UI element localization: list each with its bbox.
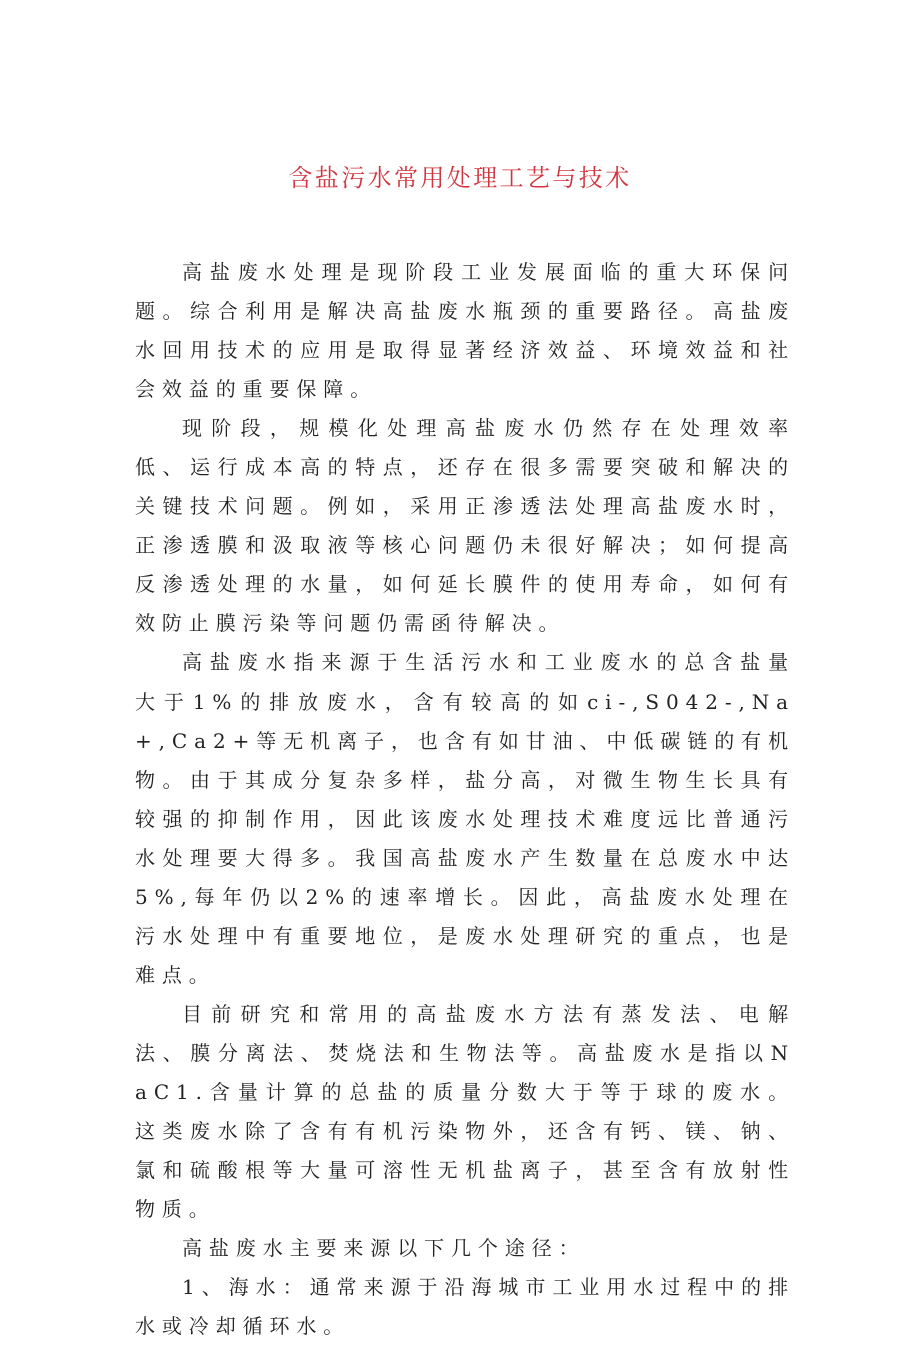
paragraph-definition: 高盐废水指来源于生活污水和工业废水的总含盐量大于1%的排放废水，含有较高的如ci-,S042-,Na+,Ca2+等无机离子，也含有如甘油、中低碳链的有机物。由于其成分复杂多样，盐分高，对微生物生长具有较强的抑制作用，因此该废水处理技术难度远比普通污水处理要大得多。我国高盐废水产生数量在总废水中达5%,每年仍以2%的速率增长。因此，高盐废水处理在污水处理中有重要地位，是废水处理研究的重点，也是难点。 (135, 650, 795, 987)
document-body (135, 253, 795, 1346)
paragraph-methods: 目前研究和常用的高盐废水方法有蒸发法、电解法、膜分离法、焚烧法和生物法等。高盐废水是指以NaC1.含量计算的总盐的质量分数大于等于球的废水。这类废水除了含有有机污染物外，还含有钙、镁、钠、氯和硫酸根等大量可溶性无机盐离子，甚至含有放射性物质。 (135, 1001, 795, 1222)
paragraph-source-seawater: 1、海水：通常来源于沿海城市工业用水过程中的排水或冷却循环水。 (135, 1275, 795, 1339)
paragraph-intro: 高盐废水处理是现阶段工业发展面临的重大环保问题。综合利用是解决高盐废水瓶颈的重要路径。高盐废水回用技术的应用是取得显著经济效益、环境效益和社会效益的重要保障。 (135, 260, 795, 402)
paragraph-current-status: 现阶段，规模化处理高盐废水仍然存在处理效率低、运行成本高的特点，还存在很多需要突破和解决的关键技术问题。例如，采用正渗透法处理高盐废水时，正渗透膜和汲取液等核心问题仍未很好解决；如何提高反渗透处理的水量，如何延长膜件的使用寿命，如何有效防止膜污染等问题仍需函待解决。 (135, 416, 795, 636)
paragraph-sources-heading: 高盐废水主要来源以下几个途径： (182, 1236, 586, 1261)
document-title: 含盐污水常用处理工艺与技术 (288, 164, 632, 192)
